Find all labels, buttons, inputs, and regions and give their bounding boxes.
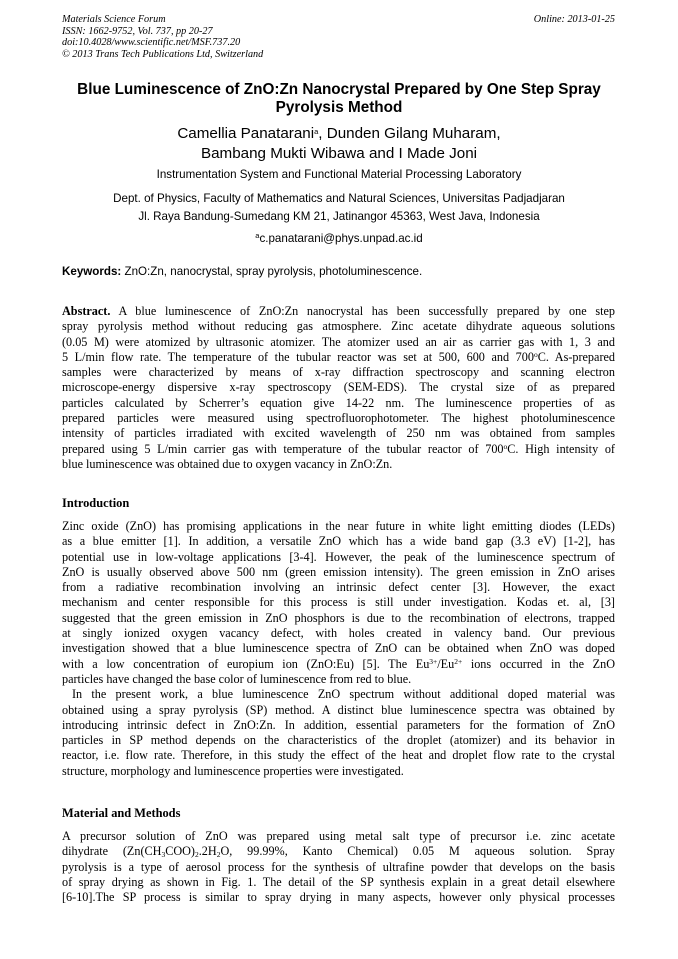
introduction-body (62, 519, 615, 779)
intro-line: structure, morphology and luminescence properties were investigated. (62, 763, 404, 778)
intro-line: introducing intrinsic defect in ZnO:Zn. In addition, essential parameters for the formation of ZnO (62, 717, 615, 732)
intro-line: at singly ionized oxygen vacancy defect, with holes created in valency band. Our previous (62, 626, 615, 641)
abstract-line: samples were characterized by means of x-ray diffraction spectroscopy and scanning electron (62, 365, 615, 380)
abstract-text: C. High intensity of (507, 441, 615, 456)
abstract-text: prepared using 5 L/min carrier gas with temperature of the tubular reactor of 700 (62, 441, 504, 456)
abstract (62, 304, 615, 472)
journal-issn: ISSN: 1662-9752, Vol. 737, pp 20-27 (62, 25, 213, 37)
abstract-line: prepared particles were measured using spectrofluorophotometer. The highest photoluminescence (62, 411, 615, 426)
methods-heading: Material and Methods (62, 806, 181, 820)
intro-line: ZnO is usually observed above 500 nm (green emission intensity). The green emission in ZnO arises (62, 564, 615, 579)
methods-line: of spray drying as shown in Fig. 1. The detail of the SP synthesis explain in a great detail elsewhere (62, 874, 615, 889)
abstract-line (62, 350, 615, 365)
intro-line: In the present work, a blue luminescence ZnO spectrum without additional doped material was (72, 687, 615, 702)
subscript: 2 (195, 850, 199, 860)
authors-line-1 (62, 124, 616, 144)
intro-line: obtained using a spray pyrolysis (SP) method. A distinct blue luminescence spectra was obtained by (62, 702, 615, 717)
intro-line: reactor, i.e. flow rate. Therefore, in this study the effect of the heat and droplet flow rate to the crystal (62, 748, 615, 763)
journal-doi: doi:10.4028/www.scientific.net/MSF.737.20 (62, 37, 241, 49)
degree-mark: o (533, 349, 538, 359)
abstract-line: microscope-energy dispersive x-ray spectroscopy (SEM-EDS). The crystal size of as prepared (62, 380, 615, 395)
subscript: 3 (161, 850, 166, 860)
email-address: c.panatarani@phys.unpad.ac.id (259, 232, 423, 245)
intro-text: with a low concentration of europium ion (ZnO:Eu) [5]. The Eu (62, 656, 430, 671)
methods-line: A precursor solution of ZnO was prepared using metal salt type of precursor i.e. zinc acetate (62, 829, 615, 843)
journal-copyright: © 2013 Trans Tech Publications Ltd, Switzerland (62, 48, 264, 60)
abstract-line: spray pyrolysis method without reducing gas atmosphere. Zinc acetate dihydrate aqueous solutions (62, 319, 615, 334)
journal-name: Materials Science Forum (62, 14, 166, 25)
subscript: 2 (216, 850, 221, 860)
keywords-label: Keywords: (62, 265, 122, 278)
abstract-line: (0.05 M) were atomized by ultrasonic atomizer. The atomizer used an air as carrier gas with 1, 3 and (62, 334, 615, 349)
affiliation-dept: Dept. of Physics, Faculty of Mathematics and Natural Sciences, Universitas Padjadjaran (113, 192, 565, 205)
methods-text: O, 99.99%, Kanto Chemical) 0.05 M aqueous solution. Spray (220, 844, 615, 859)
paper-title (62, 81, 616, 117)
abstract-line: blue luminescence was obtained due to oxygen vacancy in ZnO:Zn. (62, 456, 393, 471)
intro-line (62, 657, 615, 672)
abstract-label: Abstract. (62, 304, 111, 318)
ion-charge: 3+ (429, 656, 438, 666)
methods-text: dihydrate (Zn(CH (62, 844, 162, 859)
abstract-text: 5 L/min flow rate. The temperature of the tubular reactor was set at 500, 600 and 700 (62, 349, 534, 364)
abstract-line: particles calculated by Scherrer’s equation give 14-22 nm. The luminescence properties of as (62, 395, 615, 410)
intro-line: Zinc oxide (ZnO) has promising applications in the near future in white light emitting diodes (LEDs) (62, 519, 615, 533)
abstract-text: C. As-prepared (537, 349, 615, 364)
abstract-line (62, 442, 615, 457)
methods-line (62, 844, 615, 859)
intro-line: particles have changed the base color of luminescence from red to blue. (62, 671, 412, 686)
methods-text: .2H (198, 844, 217, 859)
affiliation-address: Jl. Raya Bandung-Sumedang KM 21, Jatinangor 45363, West Java, Indonesia (138, 210, 540, 223)
affiliation-email (62, 232, 616, 246)
ion-charge: 2+ (454, 656, 463, 666)
intro-text: ions occurred in the ZnO (462, 656, 615, 671)
methods-line: pyrolysis is a type of aerosol process for the synthesis of ultrafine powder that develops on the basis (62, 859, 615, 874)
affiliation-lab: Instrumentation System and Functional Material Processing Laboratory (156, 168, 522, 181)
journal-header (62, 14, 263, 60)
introduction-heading: Introduction (62, 496, 130, 510)
intro-line: potential use in low-voltage applications [3-4]. However, the peak of the luminescence spectrum of (62, 549, 615, 564)
intro-line: mechanism and center responsible for this process is still under investigation. Kodas et. al, [3] (62, 595, 615, 610)
title-line-2: Pyrolysis Method (275, 99, 403, 116)
author-list (62, 124, 616, 163)
abstract-text: A blue luminescence of ZnO:Zn nanocrystal has been successfully prepared by one step (110, 304, 615, 318)
methods-line: [6-10].The SP process is similar to spray drying in many aspects, however only physical processes (62, 890, 615, 905)
author-name: Camellia Panatarani (177, 125, 315, 142)
intro-line: investigation showed that a blue luminescence spectra of ZnO can be obtained when ZnO was doped (62, 641, 615, 656)
authors-line-2: Bambang Mukti Wibawa and I Made Joni (200, 144, 478, 162)
keywords-text: ZnO:Zn, nanocrystal, spray pyrolysis, photoluminescence. (121, 265, 423, 278)
methods-text: COO) (165, 844, 195, 859)
intro-line: as a blue emitter [1]. In addition, a versatile ZnO which has a wide band gap (3.3 eV) [1-2], has (62, 534, 615, 549)
intro-line: particles in SP method depends on the characteristics of the droplet (atomizer) and its behavior in (62, 733, 615, 748)
title-line-1: Blue Luminescence of ZnO:Zn Nanocrystal Prepared by One Step Spray (77, 81, 601, 98)
author-affil-mark: a (314, 127, 319, 136)
email-affil-mark: a (255, 231, 260, 240)
abstract-line (62, 304, 615, 319)
degree-mark: o (503, 441, 508, 451)
intro-text: /Eu (437, 656, 455, 671)
intro-line: suggested that the green emission in ZnO phosphors is due to the recombination of electrons, trapped (62, 610, 615, 625)
intro-line: from a radiative recombination involving an intrinsic defect center [3]. However, the exact (62, 580, 615, 595)
methods-body (62, 829, 615, 905)
keywords (62, 265, 616, 279)
abstract-line: intensity of particles irradiated with excited wavelength of 250 nm was obtained from samples (62, 426, 615, 441)
online-date: Online: 2013-01-25 (533, 14, 615, 25)
author-names: , Dunden Gilang Muharam, (318, 125, 501, 142)
